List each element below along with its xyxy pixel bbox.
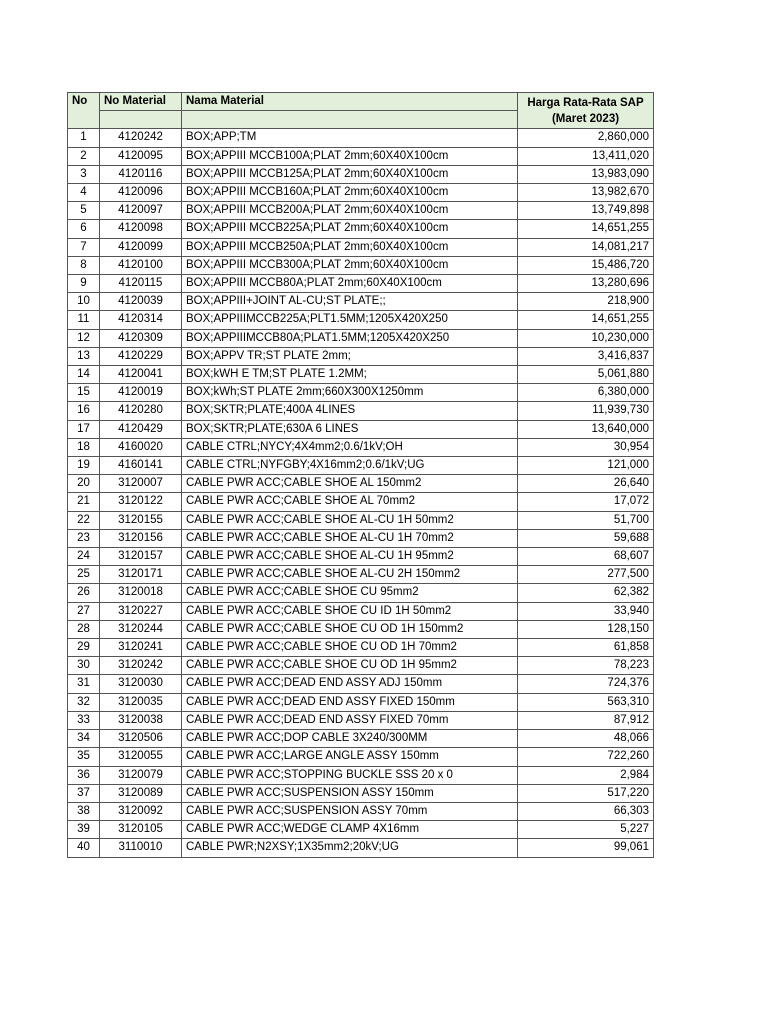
cell-name[interactable]: CABLE PWR ACC;CABLE SHOE AL-CU 1H 95mm2 [182,548,518,566]
cell-name[interactable]: CABLE PWR ACC;STOPPING BUCKLE SSS 20 x 0 [182,766,518,784]
cell-price[interactable]: 13,280,696 [518,275,654,293]
cell-name[interactable]: BOX;APPIII+JOINT AL-CU;ST PLATE;; [182,293,518,311]
table-row [68,584,654,602]
cell-no[interactable]: 8 [68,256,100,274]
cell-name[interactable]: BOX;APPIIIMCCB80A;PLAT1.5MM;1205X420X250 [182,329,518,347]
cell-name[interactable]: BOX;APPIII MCCB80A;PLAT 2mm;60X40X100cm [182,275,518,293]
cell-price[interactable]: 277,500 [518,566,654,584]
cell-material[interactable]: 4120314 [100,311,182,329]
cell-name[interactable]: CABLE PWR ACC;DOP CABLE 3X240/300MM [182,730,518,748]
cell-name[interactable]: CABLE PWR ACC;DEAD END ASSY FIXED 70mm [182,711,518,729]
table-row [68,366,654,384]
table-row [68,657,654,675]
cell-material[interactable]: 3120038 [100,711,182,729]
cell-name[interactable]: CABLE PWR ACC;CABLE SHOE AL-CU 1H 50mm2 [182,511,518,529]
cell-price[interactable]: 33,940 [518,602,654,620]
cell-name[interactable]: CABLE CTRL;NYCY;4X4mm2;0.6/1kV;OH [182,438,518,456]
cell-material[interactable]: 3120227 [100,602,182,620]
cell-price[interactable]: 78,223 [518,657,654,675]
cell-price[interactable]: 121,000 [518,457,654,475]
cell-name[interactable]: BOX;APP;TM [182,129,518,147]
cell-name[interactable]: CABLE PWR ACC;CABLE SHOE AL-CU 2H 150mm2 [182,566,518,584]
cell-price[interactable]: 5,061,880 [518,366,654,384]
cell-price[interactable]: 13,983,090 [518,165,654,183]
cell-material[interactable]: 4160141 [100,457,182,475]
cell-price[interactable]: 30,954 [518,438,654,456]
cell-no[interactable]: 6 [68,220,100,238]
table-row [68,548,654,566]
cell-material[interactable]: 4120280 [100,402,182,420]
table-row [68,511,654,529]
cell-no[interactable]: 5 [68,202,100,220]
table-row [68,275,654,293]
cell-price[interactable]: 13,640,000 [518,420,654,438]
cell-material[interactable]: 3120155 [100,511,182,529]
cell-material[interactable]: 3120092 [100,802,182,820]
cell-material[interactable]: 3110010 [100,839,182,857]
material-price-table [67,92,654,858]
table-row [68,639,654,657]
cell-price[interactable]: 59,688 [518,529,654,547]
cell-no[interactable]: 14 [68,366,100,384]
cell-name[interactable]: BOX;APPIIIMCCB225A;PLT1.5MM;1205X420X250 [182,311,518,329]
header-price-line1: Harga Rata-Rata SAP [527,96,644,109]
cell-no[interactable]: 34 [68,730,100,748]
cell-name[interactable]: BOX;SKTR;PLATE;630A 6 LINES [182,420,518,438]
cell-name[interactable]: CABLE PWR ACC;CABLE SHOE CU 95mm2 [182,584,518,602]
cell-name[interactable]: CABLE CTRL;NYFGBY;4X16mm2;0.6/1kV;UG [182,457,518,475]
cell-no[interactable]: 1 [68,129,100,147]
cell-no[interactable]: 26 [68,584,100,602]
cell-price[interactable]: 517,220 [518,784,654,802]
cell-no[interactable]: 31 [68,675,100,693]
cell-material[interactable]: 4120309 [100,329,182,347]
cell-no[interactable]: 38 [68,802,100,820]
cell-price[interactable]: 5,227 [518,821,654,839]
cell-price[interactable]: 48,066 [518,730,654,748]
cell-price[interactable]: 51,700 [518,511,654,529]
cell-material[interactable]: 3120244 [100,620,182,638]
cell-price[interactable]: 14,651,255 [518,311,654,329]
cell-price[interactable]: 13,982,670 [518,184,654,202]
table-row [68,693,654,711]
cell-name[interactable]: CABLE PWR ACC;CABLE SHOE AL-CU 1H 70mm2 [182,529,518,547]
cell-no[interactable]: 16 [68,402,100,420]
cell-name[interactable]: BOX;APPIII MCCB250A;PLAT 2mm;60X40X100cm [182,238,518,256]
cell-no[interactable]: 23 [68,529,100,547]
cell-name[interactable]: BOX;APPIII MCCB160A;PLAT 2mm;60X40X100cm [182,184,518,202]
cell-no[interactable]: 10 [68,293,100,311]
cell-no[interactable]: 18 [68,438,100,456]
table-body [68,93,654,858]
cell-name[interactable]: BOX;APPIII MCCB200A;PLAT 2mm;60X40X100cm [182,202,518,220]
cell-material[interactable]: 4120041 [100,366,182,384]
cell-material[interactable]: 4120229 [100,347,182,365]
table-row [68,129,654,147]
table-row [68,566,654,584]
cell-name[interactable]: CABLE PWR;N2XSY;1X35mm2;20kV;UG [182,839,518,857]
header-name-blank[interactable] [182,111,518,129]
cell-name[interactable]: CABLE PWR ACC;CABLE SHOE CU OD 1H 150mm2 [182,620,518,638]
cell-name[interactable]: CABLE PWR ACC;CABLE SHOE CU ID 1H 50mm2 [182,602,518,620]
cell-name[interactable]: CABLE PWR ACC;CABLE SHOE AL 70mm2 [182,493,518,511]
cell-price[interactable]: 13,411,020 [518,147,654,165]
cell-price[interactable]: 722,260 [518,748,654,766]
cell-no[interactable]: 17 [68,420,100,438]
cell-price[interactable]: 14,081,217 [518,238,654,256]
table-row [68,184,654,202]
table-row [68,675,654,693]
cell-no[interactable]: 40 [68,839,100,857]
cell-name[interactable]: CABLE PWR ACC;SUSPENSION ASSY 150mm [182,784,518,802]
cell-price[interactable]: 6,380,000 [518,384,654,402]
cell-material[interactable]: 4120096 [100,184,182,202]
cell-price[interactable]: 13,749,898 [518,202,654,220]
table-row [68,438,654,456]
cell-material[interactable]: 3120030 [100,675,182,693]
table-row [68,748,654,766]
cell-material[interactable]: 3120242 [100,657,182,675]
cell-price[interactable]: 2,860,000 [518,129,654,147]
cell-no[interactable]: 22 [68,511,100,529]
cell-price[interactable]: 128,150 [518,620,654,638]
cell-no[interactable]: 12 [68,329,100,347]
table-row [68,602,654,620]
cell-no[interactable]: 29 [68,639,100,657]
table-row [68,784,654,802]
cell-no[interactable]: 15 [68,384,100,402]
cell-price[interactable]: 724,376 [518,675,654,693]
cell-no[interactable]: 32 [68,693,100,711]
cell-material[interactable]: 3120156 [100,529,182,547]
cell-no[interactable]: 20 [68,475,100,493]
cell-name[interactable]: BOX;kWh;ST PLATE 2mm;660X300X1250mm [182,384,518,402]
table-row [68,711,654,729]
cell-price[interactable]: 17,072 [518,493,654,511]
cell-material[interactable]: 4120115 [100,275,182,293]
cell-no[interactable]: 28 [68,620,100,638]
header-material-blank[interactable] [100,111,182,129]
cell-name[interactable]: BOX;kWH E TM;ST PLATE 1.2MM; [182,366,518,384]
cell-material[interactable]: 4120019 [100,384,182,402]
cell-price[interactable]: 218,900 [518,293,654,311]
cell-price[interactable]: 61,858 [518,639,654,657]
cell-no[interactable]: 19 [68,457,100,475]
header-row [68,93,654,111]
cell-material[interactable]: 3120089 [100,784,182,802]
cell-no[interactable]: 2 [68,147,100,165]
cell-name[interactable]: CABLE PWR ACC;SUSPENSION ASSY 70mm [182,802,518,820]
table-row [68,384,654,402]
cell-name[interactable]: CABLE PWR ACC;CABLE SHOE CU OD 1H 70mm2 [182,639,518,657]
cell-material[interactable]: 3120018 [100,584,182,602]
cell-material[interactable]: 3120007 [100,475,182,493]
cell-name[interactable]: BOX;APPIII MCCB300A;PLAT 2mm;60X40X100cm [182,256,518,274]
cell-no[interactable]: 36 [68,766,100,784]
cell-no[interactable]: 24 [68,548,100,566]
cell-material[interactable]: 4120095 [100,147,182,165]
table-row [68,256,654,274]
cell-name[interactable]: BOX;APPIII MCCB100A;PLAT 2mm;60X40X100cm [182,147,518,165]
cell-price[interactable]: 15,486,720 [518,256,654,274]
header-material[interactable]: No Material [100,93,182,111]
cell-price[interactable]: 62,382 [518,584,654,602]
cell-no[interactable]: 7 [68,238,100,256]
cell-no[interactable]: 11 [68,311,100,329]
cell-no[interactable]: 13 [68,347,100,365]
cell-name[interactable]: CABLE PWR ACC;DEAD END ASSY FIXED 150mm [182,693,518,711]
table-row [68,475,654,493]
cell-material[interactable]: 3120122 [100,493,182,511]
cell-name[interactable]: CABLE PWR ACC;CABLE SHOE AL 150mm2 [182,475,518,493]
cell-no[interactable]: 37 [68,784,100,802]
cell-price[interactable]: 3,416,837 [518,347,654,365]
cell-price[interactable]: 10,230,000 [518,329,654,347]
cell-no[interactable]: 30 [68,657,100,675]
cell-material[interactable]: 3120079 [100,766,182,784]
cell-price[interactable]: 2,984 [518,766,654,784]
cell-material[interactable]: 4120099 [100,238,182,256]
cell-material[interactable]: 3120506 [100,730,182,748]
table-row [68,311,654,329]
cell-name[interactable]: CABLE PWR ACC;WEDGE CLAMP 4X16mm [182,821,518,839]
cell-material[interactable]: 4120429 [100,420,182,438]
header-name[interactable]: Nama Material [182,93,518,111]
table-row [68,220,654,238]
cell-name[interactable]: BOX;APPIII MCCB125A;PLAT 2mm;60X40X100cm [182,165,518,183]
cell-price[interactable]: 26,640 [518,475,654,493]
cell-name[interactable]: CABLE PWR ACC;CABLE SHOE CU OD 1H 95mm2 [182,657,518,675]
cell-name[interactable]: BOX;APPV TR;ST PLATE 2mm; [182,347,518,365]
cell-no[interactable]: 9 [68,275,100,293]
cell-price[interactable]: 99,061 [518,839,654,857]
cell-no[interactable]: 27 [68,602,100,620]
table-row [68,839,654,857]
table-row [68,420,654,438]
table-row [68,329,654,347]
cell-price[interactable]: 563,310 [518,693,654,711]
cell-no[interactable]: 33 [68,711,100,729]
cell-no[interactable]: 3 [68,165,100,183]
table-row [68,147,654,165]
cell-no[interactable]: 35 [68,748,100,766]
table-row [68,766,654,784]
cell-name[interactable]: CABLE PWR ACC;LARGE ANGLE ASSY 150mm [182,748,518,766]
table-row [68,802,654,820]
cell-material[interactable]: 4120116 [100,165,182,183]
header-no[interactable]: No [68,93,100,129]
table-row [68,730,654,748]
cell-price[interactable]: 66,303 [518,802,654,820]
cell-price[interactable]: 14,651,255 [518,220,654,238]
cell-no[interactable]: 39 [68,821,100,839]
table-row [68,202,654,220]
cell-material[interactable]: 3120105 [100,821,182,839]
cell-material[interactable]: 4160020 [100,438,182,456]
table-row [68,165,654,183]
cell-price[interactable]: 11,939,730 [518,402,654,420]
cell-material[interactable]: 4120039 [100,293,182,311]
table-row [68,238,654,256]
cell-material[interactable]: 3120171 [100,566,182,584]
table-row [68,293,654,311]
cell-material[interactable]: 3120055 [100,748,182,766]
cell-material[interactable]: 4120098 [100,220,182,238]
table-row [68,529,654,547]
cell-name[interactable]: BOX;APPIII MCCB225A;PLAT 2mm;60X40X100cm [182,220,518,238]
table-row [68,402,654,420]
cell-name[interactable]: CABLE PWR ACC;DEAD END ASSY ADJ 150mm [182,675,518,693]
table-row [68,821,654,839]
table-row [68,620,654,638]
cell-name[interactable]: BOX;SKTR;PLATE;400A 4LINES [182,402,518,420]
table-row [68,457,654,475]
header-price[interactable] [518,93,654,129]
cell-no[interactable]: 4 [68,184,100,202]
cell-material[interactable]: 3120157 [100,548,182,566]
cell-material[interactable]: 4120100 [100,256,182,274]
cell-material[interactable]: 4120242 [100,129,182,147]
table-row [68,493,654,511]
cell-material[interactable]: 3120241 [100,639,182,657]
table-row [68,347,654,365]
cell-no[interactable]: 25 [68,566,100,584]
cell-price[interactable]: 68,607 [518,548,654,566]
cell-price[interactable]: 87,912 [518,711,654,729]
cell-material[interactable]: 3120035 [100,693,182,711]
header-price-line2: (Maret 2023) [551,112,620,125]
cell-material[interactable]: 4120097 [100,202,182,220]
cell-no[interactable]: 21 [68,493,100,511]
